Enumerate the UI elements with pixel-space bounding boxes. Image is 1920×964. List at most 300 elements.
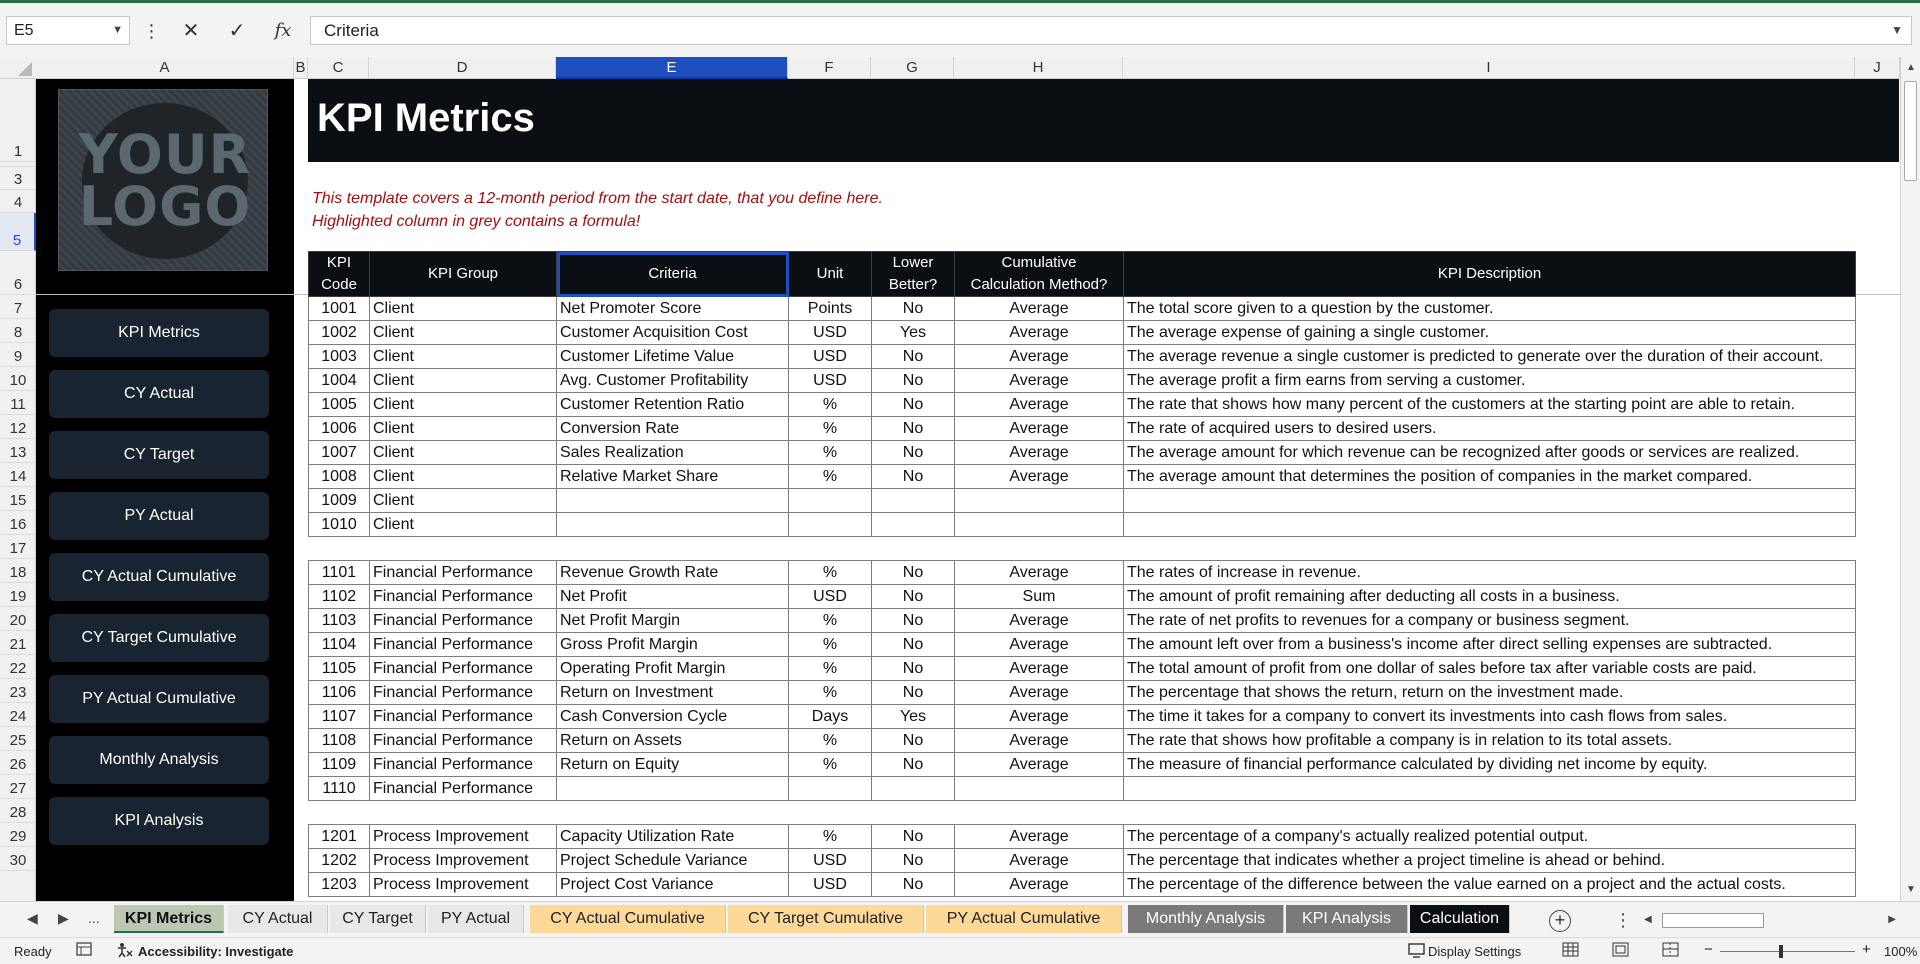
cell-method[interactable]: Average [955, 657, 1124, 681]
cell-unit[interactable]: % [789, 681, 872, 705]
nav-button-cy-actual-cumulative[interactable]: CY Actual Cumulative [49, 553, 269, 601]
row-header-29[interactable]: 29 [0, 823, 36, 847]
row-header-11[interactable]: 11 [0, 391, 36, 415]
cell-criteria[interactable]: Net Profit [557, 585, 789, 609]
cell-criteria[interactable]: Conversion Rate [557, 417, 789, 441]
nav-button-cy-actual[interactable]: CY Actual [49, 370, 269, 418]
cell-method[interactable]: Average [955, 681, 1124, 705]
sheet-tab-cy-actual-cumulative[interactable]: CY Actual Cumulative [530, 905, 726, 933]
cell-code[interactable]: 1104 [309, 633, 370, 657]
row-header-13[interactable]: 13 [0, 439, 36, 463]
cell-criteria[interactable]: Operating Profit Margin [557, 657, 789, 681]
cell-desc[interactable]: The average expense of gaining a single customer. [1124, 321, 1856, 345]
enter-icon[interactable]: ✓ [228, 20, 246, 42]
cell-unit[interactable] [789, 489, 872, 513]
cell-group[interactable]: Financial Performance [370, 609, 557, 633]
row-header-30[interactable]: 30 [0, 847, 36, 871]
row-header-3[interactable]: 3 [0, 167, 36, 190]
insert-function-icon[interactable]: fx [274, 20, 292, 41]
cell-code[interactable]: 1002 [309, 321, 370, 345]
cell-group[interactable]: Client [370, 489, 557, 513]
column-header-d[interactable]: D [369, 57, 556, 79]
cell-group[interactable]: Process Improvement [370, 873, 557, 897]
cell-criteria[interactable]: Revenue Growth Rate [557, 561, 789, 585]
display-settings-label[interactable]: Display Settings [1428, 944, 1522, 959]
cell-desc[interactable]: The percentage of a company's actually realized potential output. [1124, 825, 1856, 849]
cell-method[interactable]: Average [955, 849, 1124, 873]
zoom-out-button[interactable]: − [1704, 941, 1713, 958]
cell-method[interactable] [955, 777, 1124, 801]
table-row [309, 705, 1856, 729]
cell-group[interactable]: Financial Performance [370, 753, 557, 777]
table-row [309, 633, 1856, 657]
scroll-up-icon[interactable]: ▲ [1906, 62, 1916, 73]
cell-method[interactable]: Average [955, 297, 1124, 321]
zoom-slider[interactable] [1720, 951, 1855, 952]
sheet-tab-monthly-analysis[interactable]: Monthly Analysis [1128, 905, 1284, 933]
display-settings-icon[interactable] [1408, 942, 1426, 961]
empty-cell[interactable] [789, 537, 872, 561]
cell-group[interactable]: Financial Performance [370, 705, 557, 729]
header-kpi-code[interactable]: KPI Code [309, 252, 370, 297]
table-row [309, 753, 1856, 777]
empty-cell[interactable] [370, 801, 557, 825]
scroll-down-icon[interactable]: ▼ [1906, 884, 1916, 895]
cell-method[interactable]: Average [955, 609, 1124, 633]
cell-method[interactable]: Average [955, 729, 1124, 753]
cell-group[interactable]: Client [370, 417, 557, 441]
row-header-24[interactable]: 24 [0, 703, 36, 727]
cell-code[interactable]: 1203 [309, 873, 370, 897]
scrollbar-thumb[interactable] [1904, 81, 1917, 181]
header-calculation-method[interactable]: Cumulative Calculation Method? [955, 252, 1124, 297]
row-header-20[interactable]: 20 [0, 607, 36, 631]
formula-note: Highlighted column in grey contains a formula! [312, 213, 641, 230]
cell-unit[interactable]: Points [789, 297, 872, 321]
cell-lower[interactable] [872, 489, 955, 513]
ready-status: Ready [14, 944, 52, 959]
cell-code[interactable]: 1007 [309, 441, 370, 465]
row-header-23[interactable]: 23 [0, 679, 36, 703]
cell-desc[interactable]: The percentage that indicates whether a project timeline is ahead or behind. [1124, 849, 1856, 873]
cell-group[interactable]: Client [370, 369, 557, 393]
header-kpi-description[interactable]: KPI Description [1124, 252, 1856, 297]
cell-method[interactable]: Average [955, 441, 1124, 465]
cell-method[interactable] [955, 489, 1124, 513]
accessibility-icon[interactable] [116, 942, 134, 961]
cell-lower[interactable]: No [872, 417, 955, 441]
empty-cell[interactable] [872, 537, 955, 561]
cell-method[interactable]: Average [955, 369, 1124, 393]
template-note: This template covers a 12-month period from the start date, that you define here. [312, 190, 883, 207]
cell-method[interactable]: Average [955, 705, 1124, 729]
table-row [309, 849, 1856, 873]
sheet-tab-kpi-metrics[interactable]: KPI Metrics [114, 905, 224, 933]
cell-desc[interactable] [1124, 489, 1856, 513]
cell-method[interactable]: Average [955, 417, 1124, 441]
cell-desc[interactable]: The average amount that determines the position of companies in the market compared. [1124, 465, 1856, 489]
empty-cell[interactable] [370, 537, 557, 561]
cell-criteria[interactable]: Relative Market Share [557, 465, 789, 489]
cell-desc[interactable]: The rates of increase in revenue. [1124, 561, 1856, 585]
scrollbar-thumb[interactable] [1662, 913, 1764, 928]
cell-lower[interactable]: No [872, 681, 955, 705]
empty-cell[interactable] [557, 801, 789, 825]
cell-method[interactable]: Sum [955, 585, 1124, 609]
cell-group[interactable]: Client [370, 297, 557, 321]
row-header-10[interactable]: 10 [0, 367, 36, 391]
cell-desc[interactable]: The amount of profit remaining after deducting all costs in a business. [1124, 585, 1856, 609]
cell-unit[interactable]: % [789, 609, 872, 633]
cell-group[interactable]: Process Improvement [370, 849, 557, 873]
cell-code[interactable]: 1106 [309, 681, 370, 705]
cell-desc[interactable] [1124, 777, 1856, 801]
cell-unit[interactable]: % [789, 417, 872, 441]
cell-code[interactable]: 1110 [309, 777, 370, 801]
logo-text-line2: LOGO [78, 175, 252, 238]
cell-unit[interactable]: % [789, 753, 872, 777]
cell-criteria[interactable]: Customer Lifetime Value [557, 345, 789, 369]
cell-criteria[interactable]: Project Cost Variance [557, 873, 789, 897]
cell-criteria[interactable]: Net Profit Margin [557, 609, 789, 633]
cell-group[interactable]: Financial Performance [370, 777, 557, 801]
nav-button-py-actual[interactable]: PY Actual [49, 492, 269, 540]
cell-group[interactable]: Client [370, 441, 557, 465]
cell-lower[interactable]: Yes [872, 321, 955, 345]
cell-group[interactable]: Financial Performance [370, 729, 557, 753]
row-header-8[interactable]: 8 [0, 319, 36, 343]
cell-group[interactable]: Financial Performance [370, 585, 557, 609]
name-box[interactable] [6, 16, 130, 45]
cell-unit[interactable]: USD [789, 849, 872, 873]
row-header-6[interactable]: 6 [0, 251, 36, 295]
table-row [309, 777, 1856, 801]
cell-code[interactable]: 1001 [309, 297, 370, 321]
cell-lower[interactable]: Yes [872, 705, 955, 729]
nav-button-kpi-metrics[interactable]: KPI Metrics [49, 309, 269, 357]
cell-group[interactable]: Client [370, 345, 557, 369]
row-header-21[interactable]: 21 [0, 631, 36, 655]
cell-code[interactable]: 1009 [309, 489, 370, 513]
cell-desc[interactable] [1124, 513, 1856, 537]
cell-code[interactable]: 1003 [309, 345, 370, 369]
cell-criteria[interactable]: Return on Assets [557, 729, 789, 753]
cell-unit[interactable]: % [789, 657, 872, 681]
sheet-tab-cy-target[interactable]: CY Target [330, 905, 426, 933]
cell-criteria[interactable] [557, 513, 789, 537]
cell-criteria[interactable]: Capacity Utilization Rate [557, 825, 789, 849]
tab-scroll-next-icon[interactable]: ▶ [58, 910, 69, 926]
accessibility-status[interactable]: Accessibility: Investigate [138, 944, 294, 959]
cell-lower[interactable]: No [872, 441, 955, 465]
cell-lower[interactable] [872, 777, 955, 801]
cell-desc[interactable]: The rate of acquired users to desired users. [1124, 417, 1856, 441]
cell-method[interactable]: Average [955, 465, 1124, 489]
row-header-27[interactable]: 27 [0, 775, 36, 799]
cell-desc[interactable]: The average revenue a single customer is predicted to generate over the duration of their account. [1124, 345, 1856, 369]
cell-lower[interactable]: No [872, 297, 955, 321]
horizontal-scrollbar[interactable] [1640, 911, 1900, 931]
cell-lower[interactable]: No [872, 753, 955, 777]
tab-scroll-prev-icon[interactable]: ◀ [27, 910, 38, 926]
zoom-slider-knob[interactable] [1779, 945, 1783, 958]
cell-desc[interactable]: The average amount for which revenue can be recognized after goods or services are realized. [1124, 441, 1856, 465]
row-header-22[interactable]: 22 [0, 655, 36, 679]
cell-method[interactable]: Average [955, 345, 1124, 369]
cell-desc[interactable]: The total amount of profit from one dollar of sales before tax after variable costs are paid. [1124, 657, 1856, 681]
formula-value: Criteria [324, 21, 379, 40]
cell-unit[interactable]: USD [789, 873, 872, 897]
cell-method[interactable]: Average [955, 633, 1124, 657]
scroll-right-icon[interactable]: ▶ [1888, 914, 1896, 925]
cell-code[interactable]: 1108 [309, 729, 370, 753]
cell-lower[interactable]: No [872, 369, 955, 393]
table-row [309, 393, 1856, 417]
chevron-down-icon[interactable]: ▼ [112, 24, 123, 36]
normal-view-icon[interactable] [1562, 942, 1579, 960]
macro-record-icon[interactable] [76, 942, 92, 960]
header-unit[interactable]: Unit [789, 252, 872, 297]
column-header-c[interactable]: C [308, 57, 369, 79]
empty-cell[interactable] [309, 537, 370, 561]
cell-lower[interactable]: No [872, 561, 955, 585]
cell-unit[interactable]: % [789, 465, 872, 489]
cell-criteria[interactable]: Customer Acquisition Cost [557, 321, 789, 345]
cell-unit[interactable]: USD [789, 585, 872, 609]
cell-lower[interactable]: No [872, 393, 955, 417]
table-row [309, 585, 1856, 609]
table-row [309, 681, 1856, 705]
row-header-26[interactable]: 26 [0, 751, 36, 775]
cell-lower[interactable]: No [872, 873, 955, 897]
cell-unit[interactable]: % [789, 441, 872, 465]
header-kpi-group[interactable]: KPI Group [370, 252, 557, 297]
cell-desc[interactable]: The total score given to a question by the customer. [1124, 297, 1856, 321]
cell-unit[interactable] [789, 777, 872, 801]
cell-lower[interactable]: No [872, 609, 955, 633]
spacer-row [309, 537, 1856, 561]
zoom-level[interactable]: 100% [1884, 944, 1918, 959]
cell-method[interactable]: Average [955, 873, 1124, 897]
page-layout-view-icon[interactable] [1612, 942, 1629, 960]
row-header-15[interactable]: 15 [0, 487, 36, 511]
header-lower-better[interactable]: Lower Better? [872, 252, 955, 297]
cell-lower[interactable]: No [872, 657, 955, 681]
cell-lower[interactable]: No [872, 825, 955, 849]
sheet-tab-cy-target-cumulative[interactable]: CY Target Cumulative [728, 905, 924, 933]
cell-desc[interactable]: The percentage of the difference between the value earned on a project and the actual costs. [1124, 873, 1856, 897]
cell-lower[interactable]: No [872, 585, 955, 609]
column-header-g[interactable]: G [871, 57, 954, 79]
cell-method[interactable]: Average [955, 321, 1124, 345]
table-row [309, 561, 1856, 585]
cell-group[interactable]: Process Improvement [370, 825, 557, 849]
vertical-scrollbar[interactable] [1900, 57, 1920, 901]
table-row [309, 825, 1856, 849]
cell-group[interactable]: Client [370, 465, 557, 489]
cell-code[interactable]: 1109 [309, 753, 370, 777]
cell-criteria[interactable]: Cash Conversion Cycle [557, 705, 789, 729]
cell-code[interactable]: 1005 [309, 393, 370, 417]
cell-criteria[interactable] [557, 777, 789, 801]
sheet-tab-cy-actual[interactable]: CY Actual [228, 905, 328, 933]
empty-cell[interactable] [955, 537, 1124, 561]
empty-cell[interactable] [955, 801, 1124, 825]
nav-button-kpi-analysis[interactable]: KPI Analysis [49, 797, 269, 845]
cell-desc[interactable]: The rate that shows how profitable a company is in relation to its total assets. [1124, 729, 1856, 753]
cell-method[interactable]: Average [955, 825, 1124, 849]
cell-lower[interactable]: No [872, 849, 955, 873]
cell-code[interactable]: 1105 [309, 657, 370, 681]
cell-criteria[interactable]: Project Schedule Variance [557, 849, 789, 873]
row-headers [0, 79, 36, 901]
worksheet-grid[interactable] [36, 79, 1900, 901]
cell-criteria[interactable]: Return on Equity [557, 753, 789, 777]
cell-unit[interactable]: Days [789, 705, 872, 729]
cell-method[interactable] [955, 513, 1124, 537]
name-box-value: E5 [14, 22, 34, 39]
empty-cell[interactable] [309, 801, 370, 825]
header-criteria[interactable]: Criteria [557, 252, 789, 297]
cell-unit[interactable]: % [789, 561, 872, 585]
cell-method[interactable]: Average [955, 561, 1124, 585]
cell-lower[interactable]: No [872, 465, 955, 489]
table-row [309, 369, 1856, 393]
cell-unit[interactable]: % [789, 633, 872, 657]
nav-button-cy-target[interactable]: CY Target [49, 431, 269, 479]
cell-unit[interactable]: USD [789, 345, 872, 369]
zoom-in-button[interactable]: + [1862, 941, 1871, 958]
row-header-1[interactable]: 1 [0, 79, 36, 162]
formula-input[interactable] [310, 16, 1912, 45]
cell-unit[interactable]: USD [789, 321, 872, 345]
cell-desc[interactable]: The rate that shows how many percent of the customers at the starting point are able to retain. [1124, 393, 1856, 417]
logo-circle [78, 103, 252, 259]
sheet-tab-kpi-analysis[interactable]: KPI Analysis [1286, 905, 1408, 933]
add-sheet-icon[interactable]: + [1549, 910, 1571, 932]
row-header-18[interactable]: 18 [0, 559, 36, 583]
empty-cell[interactable] [1124, 801, 1856, 825]
chevron-down-icon[interactable]: ▼ [1891, 23, 1903, 37]
sheet-tab-calculation[interactable]: Calculation [1410, 905, 1510, 933]
nav-button-monthly-analysis[interactable]: Monthly Analysis [49, 736, 269, 784]
column-header-i[interactable]: I [1123, 57, 1855, 79]
empty-cell[interactable] [1124, 537, 1856, 561]
column-header-h[interactable]: H [954, 57, 1123, 79]
cell-criteria[interactable]: Gross Profit Margin [557, 633, 789, 657]
cell-desc[interactable]: The time it takes for a company to convert its investments into cash flows from sales. [1124, 705, 1856, 729]
empty-cell[interactable] [789, 801, 872, 825]
cell-group[interactable]: Financial Performance [370, 633, 557, 657]
cell-code[interactable]: 1201 [309, 825, 370, 849]
cell-desc[interactable]: The measure of financial performance calculated by dividing net income by equity. [1124, 753, 1856, 777]
cell-lower[interactable]: No [872, 345, 955, 369]
row-header-5[interactable]: 5 [0, 213, 36, 251]
cell-method[interactable]: Average [955, 393, 1124, 417]
cell-code[interactable]: 1008 [309, 465, 370, 489]
tab-more-icon[interactable]: ... [88, 910, 100, 926]
column-header-e[interactable]: E [556, 57, 788, 79]
sheet-tab-py-actual-cumulative[interactable]: PY Actual Cumulative [926, 905, 1122, 933]
cell-lower[interactable] [872, 513, 955, 537]
cell-code[interactable]: 1107 [309, 705, 370, 729]
table-row [309, 609, 1856, 633]
cell-group[interactable]: Financial Performance [370, 561, 557, 585]
cell-code[interactable]: 1202 [309, 849, 370, 873]
cell-criteria[interactable]: Return on Investment [557, 681, 789, 705]
cell-method[interactable]: Average [955, 753, 1124, 777]
column-header-b[interactable]: B [294, 57, 308, 79]
column-headers [0, 57, 1920, 79]
scroll-left-icon[interactable]: ◀ [1644, 914, 1652, 925]
row-header-19[interactable]: 19 [0, 583, 36, 607]
table-row [309, 441, 1856, 465]
cell-criteria[interactable]: Avg. Customer Profitability [557, 369, 789, 393]
empty-cell[interactable] [557, 537, 789, 561]
row-header-9[interactable]: 9 [0, 343, 36, 367]
cell-criteria[interactable]: Net Promoter Score [557, 297, 789, 321]
tab-options-icon[interactable]: ⋮ [1614, 910, 1632, 930]
nav-button-py-actual-cumulative[interactable]: PY Actual Cumulative [49, 675, 269, 723]
row-header-17[interactable]: 17 [0, 535, 36, 559]
nav-button-cy-target-cumulative[interactable]: CY Target Cumulative [49, 614, 269, 662]
row-header-16[interactable]: 16 [0, 511, 36, 535]
cell-desc[interactable]: The rate of net profits to revenues for a company or business segment. [1124, 609, 1856, 633]
cancel-icon[interactable]: ✕ [182, 20, 200, 42]
logo [58, 89, 268, 271]
column-header-j[interactable]: J [1855, 57, 1900, 79]
empty-cell[interactable] [872, 801, 955, 825]
cell-unit[interactable]: USD [789, 369, 872, 393]
cell-unit[interactable]: % [789, 729, 872, 753]
cell-group[interactable]: Client [370, 513, 557, 537]
cell-lower[interactable]: No [872, 729, 955, 753]
cell-criteria[interactable]: Customer Retention Ratio [557, 393, 789, 417]
sheet-tab-py-actual[interactable]: PY Actual [428, 905, 524, 933]
cell-desc[interactable]: The average profit a firm earns from serving a customer. [1124, 369, 1856, 393]
cell-criteria[interactable]: Sales Realization [557, 441, 789, 465]
cell-group[interactable]: Client [370, 321, 557, 345]
column-header-a[interactable]: A [36, 57, 294, 79]
cell-group[interactable]: Client [370, 393, 557, 417]
row-header-14[interactable]: 14 [0, 463, 36, 487]
cell-group[interactable]: Financial Performance [370, 657, 557, 681]
more-options-icon[interactable]: ⋮ [142, 21, 160, 41]
row-header-12[interactable]: 12 [0, 415, 36, 439]
select-all-corner[interactable] [0, 57, 36, 79]
cell-group[interactable]: Financial Performance [370, 681, 557, 705]
row-header-7[interactable]: 7 [0, 295, 36, 319]
cell-code[interactable]: 1010 [309, 513, 370, 537]
cell-desc[interactable]: The percentage that shows the return, return on the investment made. [1124, 681, 1856, 705]
cell-criteria[interactable] [557, 489, 789, 513]
page-break-view-icon[interactable] [1662, 942, 1679, 960]
cell-code[interactable]: 1101 [309, 561, 370, 585]
cell-code[interactable]: 1004 [309, 369, 370, 393]
cell-code[interactable]: 1102 [309, 585, 370, 609]
cell-code[interactable]: 1006 [309, 417, 370, 441]
cell-unit[interactable]: % [789, 825, 872, 849]
column-header-f[interactable]: F [788, 57, 871, 79]
cell-desc[interactable]: The amount left over from a business's income after direct selling expenses are subtracted. [1124, 633, 1856, 657]
cell-unit[interactable] [789, 513, 872, 537]
cell-lower[interactable]: No [872, 633, 955, 657]
cell-unit[interactable]: % [789, 393, 872, 417]
row-header-4[interactable]: 4 [0, 190, 36, 213]
row-header-25[interactable]: 25 [0, 727, 36, 751]
row-header-28[interactable]: 28 [0, 799, 36, 823]
cell-code[interactable]: 1103 [309, 609, 370, 633]
